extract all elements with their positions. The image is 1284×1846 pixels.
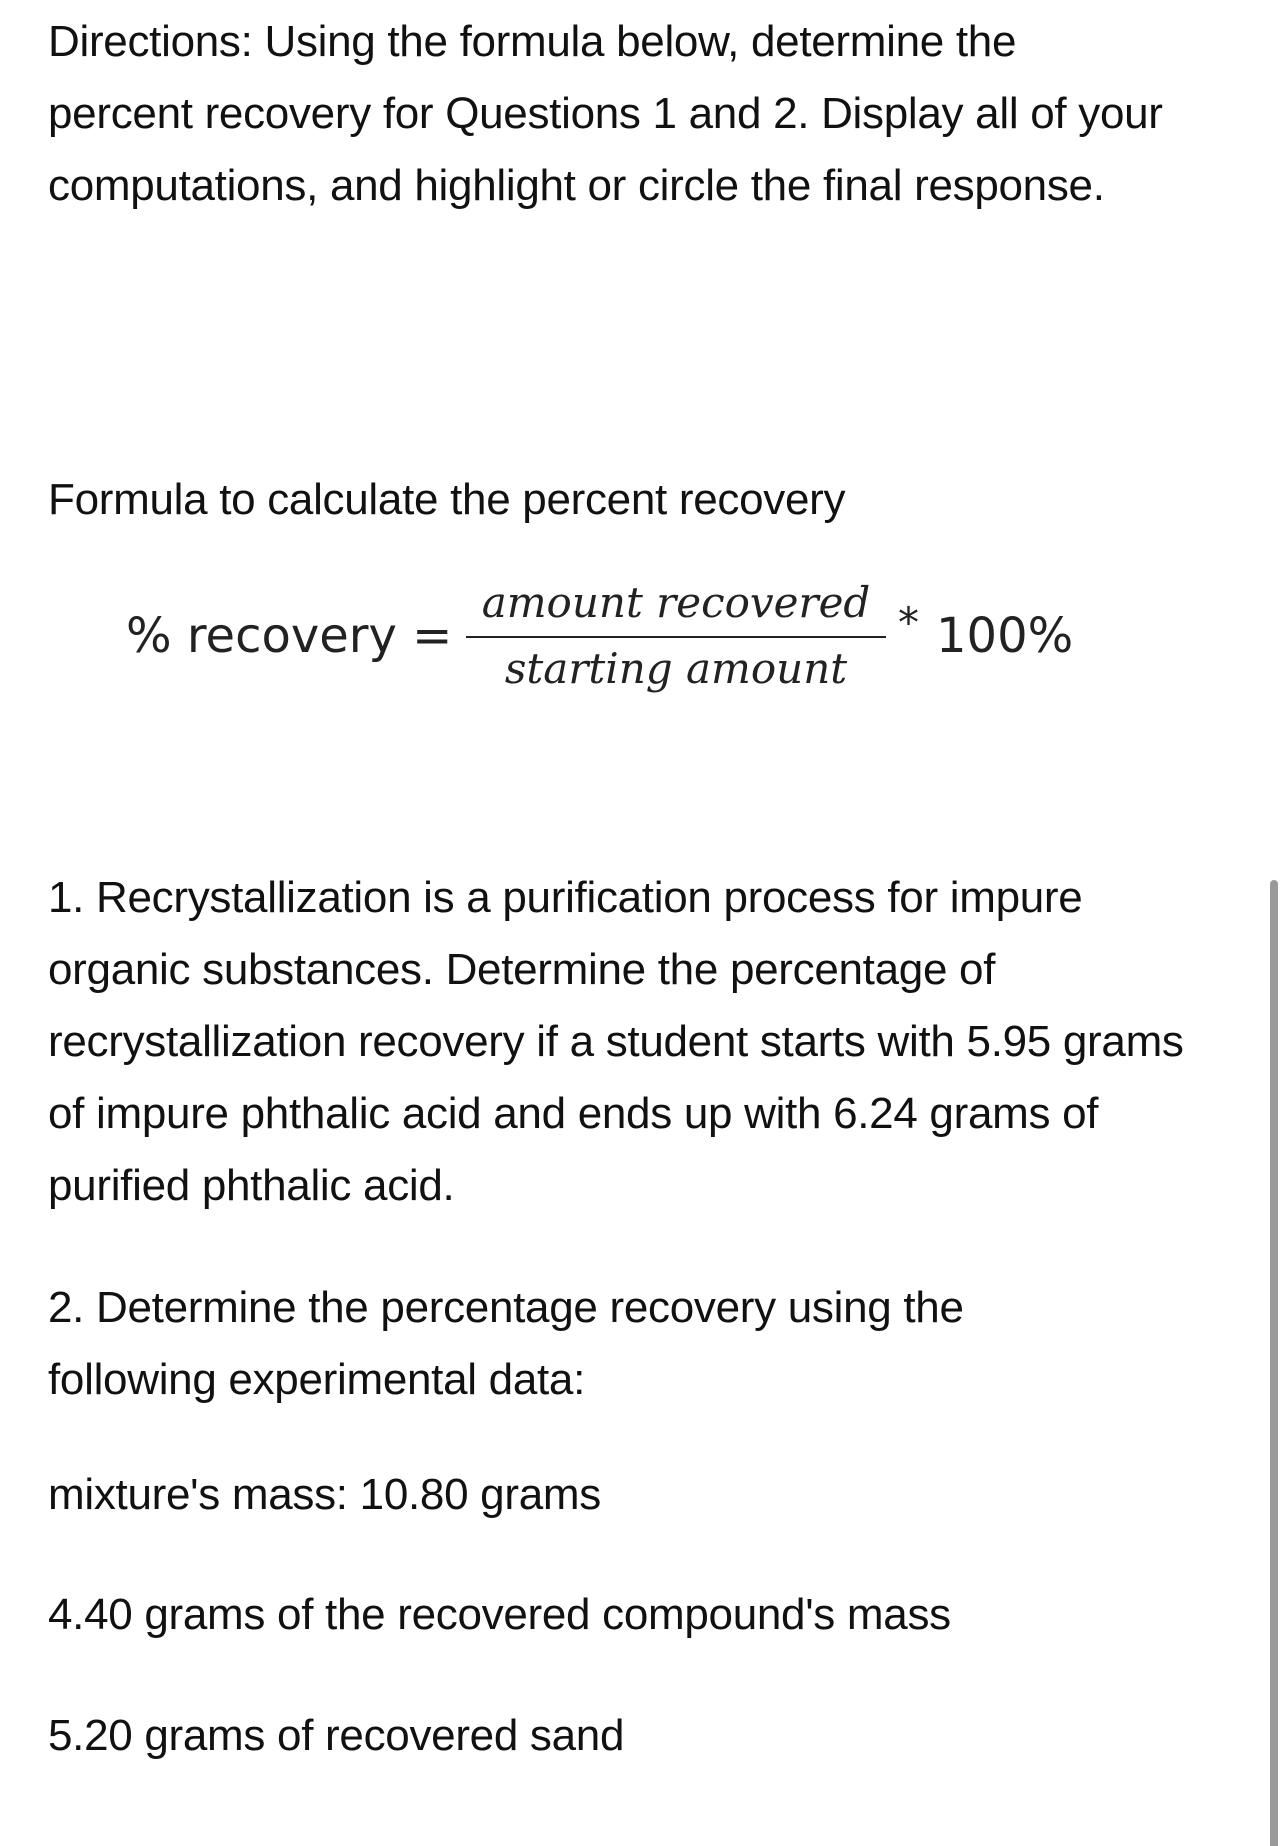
directions-text: Directions: Using the formula below, determine the percent recovery for Questions 1 and 2. Display all of your computations, and highlight or circle the final response. bbox=[48, 17, 1163, 210]
question-1: 1. Recrystallization is a purification process for impure organic substances. Determine the percentage of recrystallization recovery if a student starts with 5.95 grams of impure phthalic acid and ends up with 6.24 grams of purified phthalic acid. bbox=[48, 873, 1184, 1210]
formula-numerator: amount recovered bbox=[481, 578, 871, 627]
formula-fraction bbox=[466, 578, 886, 698]
multiply-sign: * bbox=[898, 598, 919, 647]
data-mixture-mass: mixture's mass: 10.80 grams bbox=[48, 1470, 601, 1519]
question-2: 2. Determine the percentage recovery using the following experimental data: bbox=[48, 1283, 964, 1404]
data-recovered-compound: 4.40 grams of the recovered compound's mass bbox=[48, 1590, 951, 1639]
data-recovered-sand: 5.20 grams of recovered sand bbox=[48, 1711, 625, 1760]
vertical-scrollbar[interactable] bbox=[1270, 880, 1278, 1846]
formula-denominator: starting amount bbox=[504, 644, 848, 693]
formula-rhs: 100% bbox=[936, 608, 1074, 664]
percent-recovery-formula bbox=[126, 578, 1126, 698]
formula-heading: Formula to calculate the percent recovery bbox=[48, 475, 846, 524]
formula-lhs: % recovery = bbox=[126, 608, 453, 664]
fraction-bar bbox=[466, 636, 886, 638]
